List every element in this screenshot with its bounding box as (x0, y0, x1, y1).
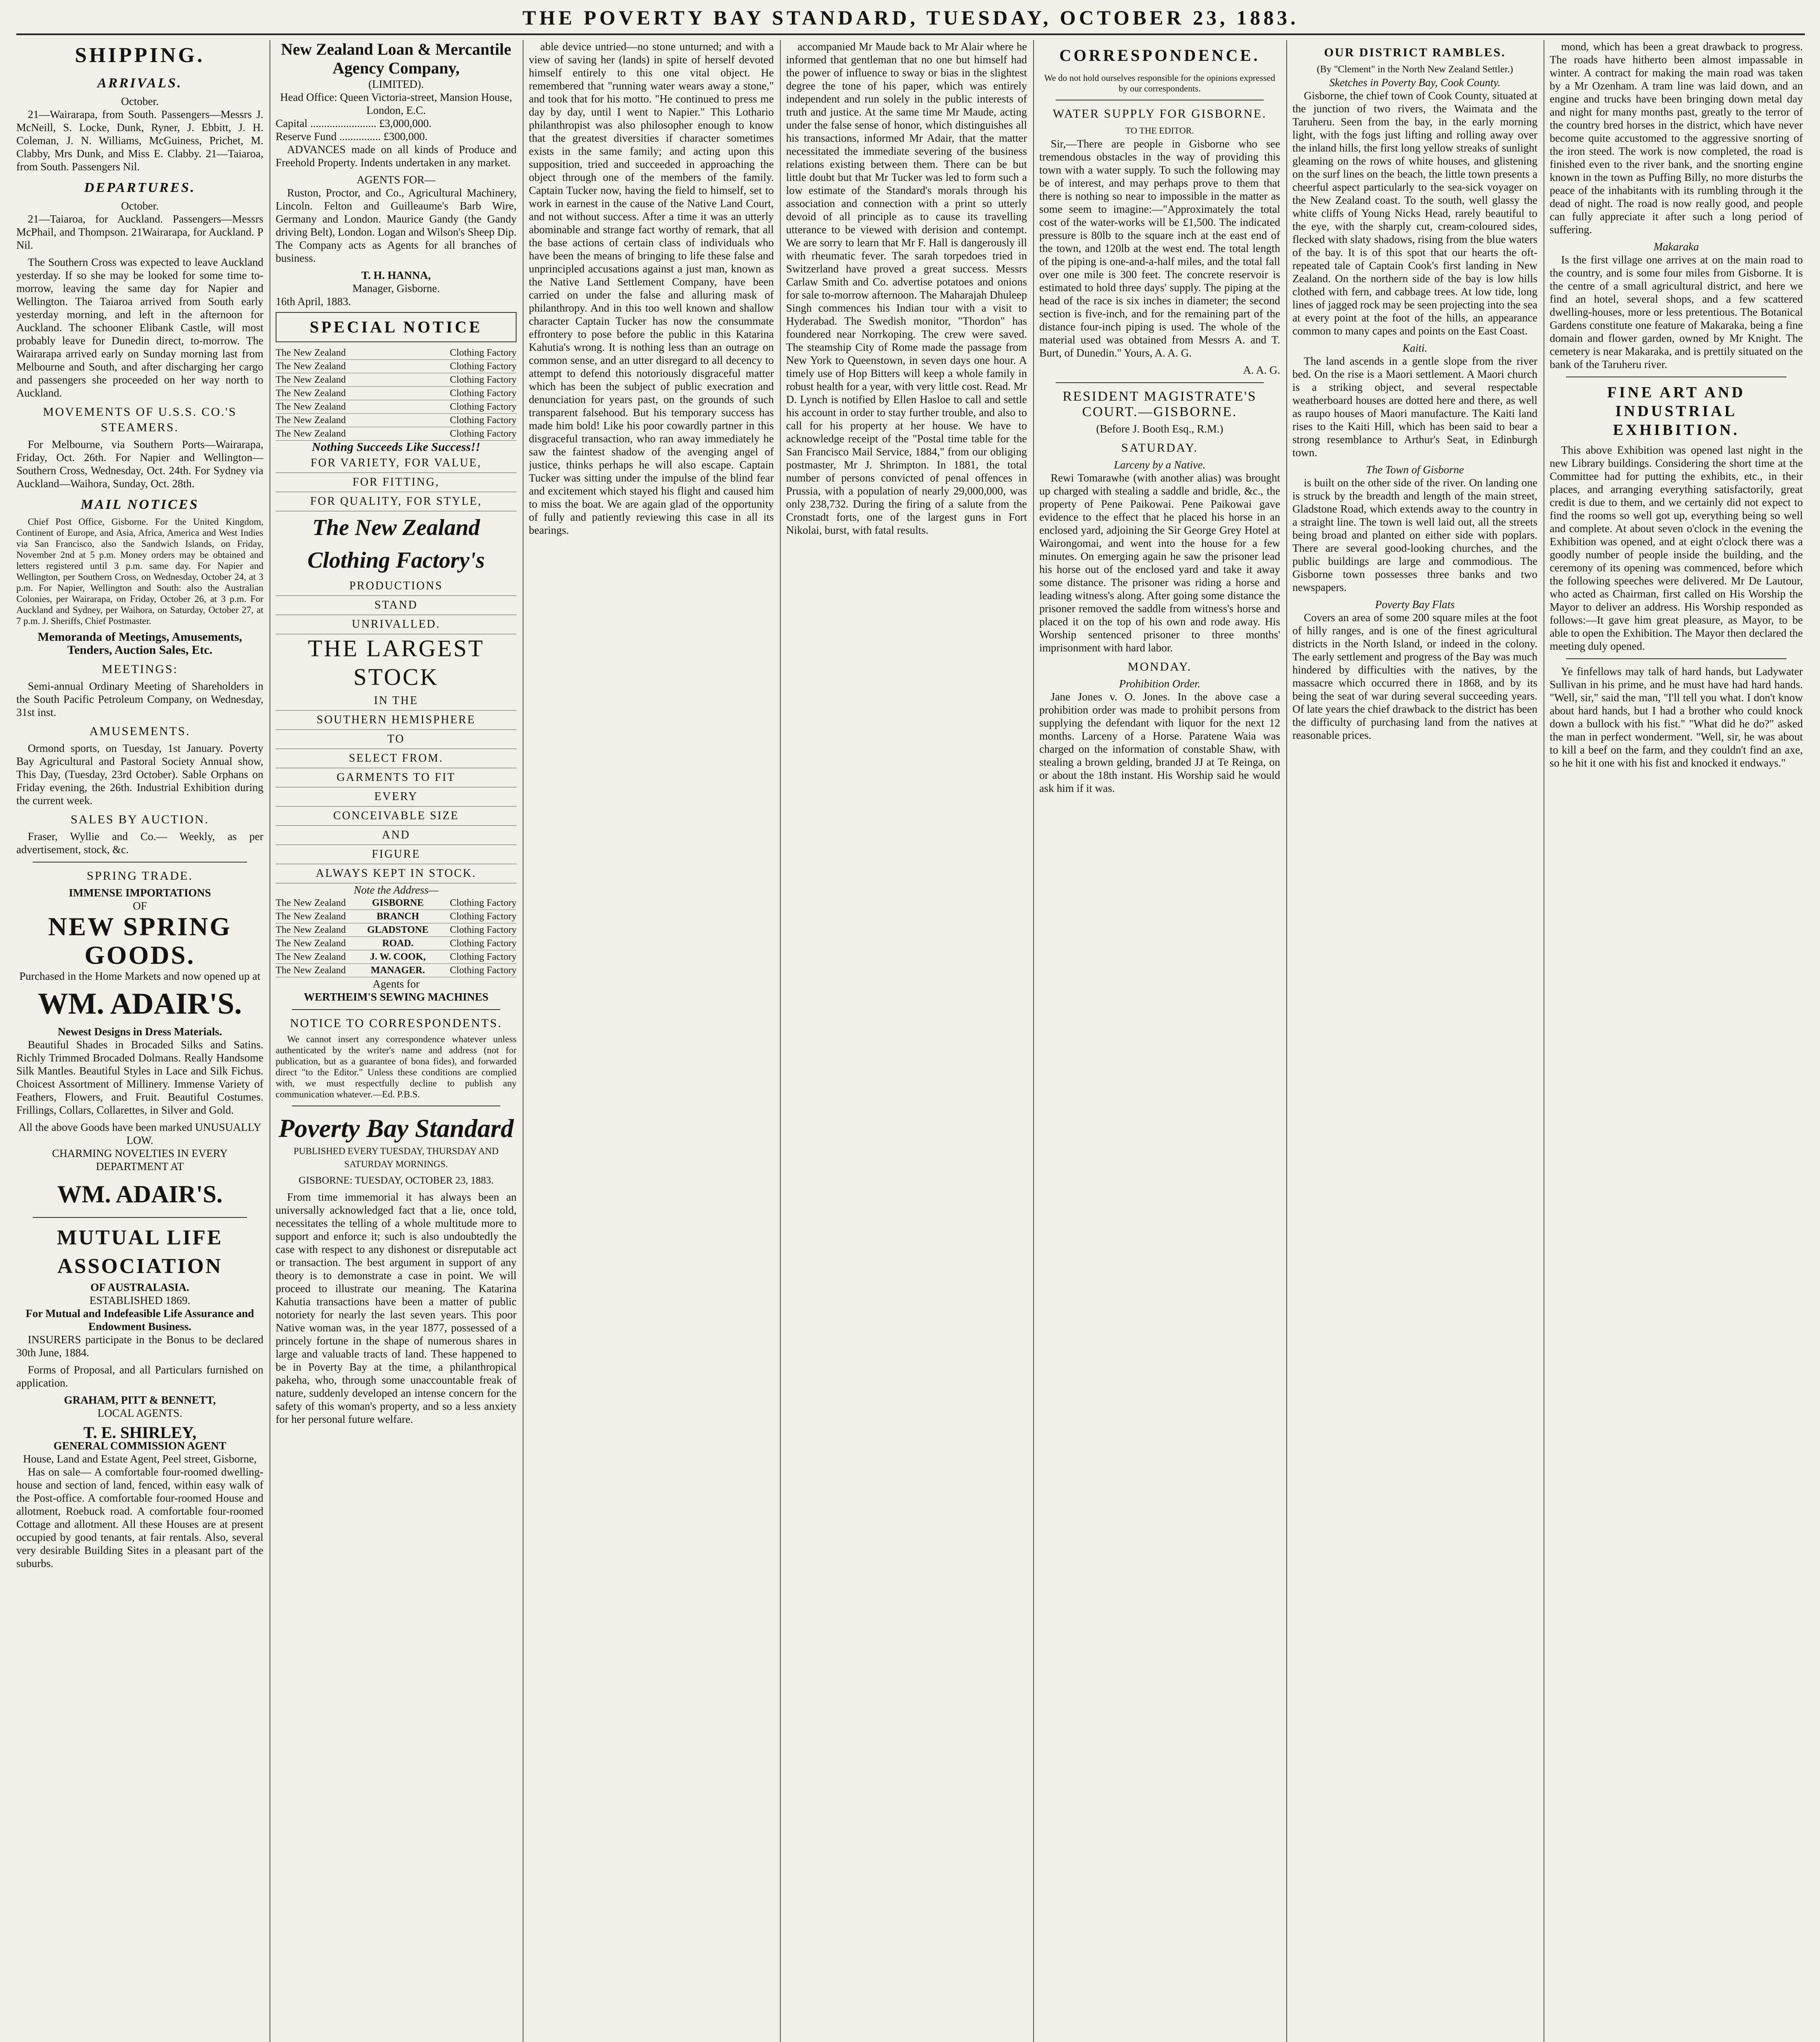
southern-line: SOUTHERN HEMISPHERE (276, 711, 517, 730)
column-7 (1550, 40, 1803, 2042)
clothing-row-right: Clothing Factory (450, 348, 517, 358)
clothing-row (276, 373, 517, 387)
address-row-left: The New Zealand (276, 938, 346, 949)
column-5 (1039, 40, 1280, 2042)
advances-text: ADVANCES made on all kinds of Produce and Freehold Property. Indents undertaken in any market. (276, 143, 517, 169)
rambles-text: Gisborne, the chief town of Cook County, situated at the junction of two rivers, the Waimata and the Taruheru. Seen from the bay, in the early morning light, with the fogs just lifting and rolling away over the inland hills, the first long yellow streaks of sunlight gleaming on the rows of white houses, and glistening on the surf lines on the beach, the little town presents a cheerful aspect particularly to the sea-sick voyager on the New Zealand coast. To the south, well glassy the white cliffs of Young Nicks Head, rarely beautiful to the eye, with the sharply cut, cream-coloured sides, flecked with slaty shadows, rising from the blue waters of the bay. It is of this spot that our hearts the oft-repeated tale of Captain Cook's first landing in New Zealand. On the northern side of the bay is low hills clothed with fern, and cabbage trees. At low tide, long lines of jagged rock may be seen projecting into the sea at every point at the foot of the hills, an appearance common to many capes and points on the East Coast. (1292, 89, 1537, 337)
address-row (276, 964, 517, 977)
address-row-right: Clothing Factory (450, 965, 517, 976)
column-3 (529, 40, 774, 2042)
sketches-heading: Sketches in Poverty Bay, Cook County. (1329, 76, 1501, 89)
arrivals-heading: ARRIVALS. (97, 76, 183, 91)
anecdote-text: Ye finfellows may talk of hard hands, but Ladywater Sullivan in his prime, and he must have had hard hands. "Well, sir," said the man, "I'll tell you what. I don't know about hard hands, but I had a brother who could knock down a bullock with his fist." "What did he do?" asked the man in perfect wonderment. "Well, sir, he was about to kill a beef on the farm, and they couldn't find an axe, so he hit it one with his fist and knocked it endways." (1550, 665, 1803, 769)
address-row-mid: BRANCH (376, 911, 419, 922)
sales-text: Fraser, Wyllie and Co.— Weekly, as per advertisement, stock, &c. (16, 830, 263, 856)
figure-line: FIGURE (276, 845, 517, 864)
address-row-right: Clothing Factory (450, 898, 517, 908)
arrivals-month: October. (121, 95, 159, 107)
leader-text: From time immemorial it has always been an universally acknowledged fact that a lie, once told, necessitates the telling of a whole multitude more to support and enforce it; such is also undoubtedly the case with respect to any dishonest or disreputable act or transaction. The best argument in support of any theory is to demonstrate a case in point. We will proceed to illustrate our meaning. The Katarina Kahutia transactions have been a matter of public notoriety for nearly the last seven years. This poor Native woman was, in the year 1877, possessed of a princely fortune in the shape of numerous shares in large and valuable tracts of land. These happened to be in Poverty Bay at the time, a philanthropical pakeha, who, through some unaccountable freak of nature, suddenly developed an intense concern for the safety of this woman's property, and so a less anxiety for her personal future welfare. (276, 1191, 517, 1425)
column-divider (1286, 40, 1287, 2042)
address-row-mid: MANAGER. (370, 965, 425, 976)
clothing-row (276, 346, 517, 360)
address-row-left: The New Zealand (276, 965, 346, 976)
clothing-row (276, 414, 517, 427)
agents-for-2: Agents for (372, 978, 420, 990)
published-line: PUBLISHED EVERY TUESDAY, THURSDAY AND SATURDAY MORNINGS. (293, 1146, 499, 1169)
makaraka-text: Is the first village one arrives at on the main road to the country, and is some four miles from Gisborne. It is the centre of a small agricultural district, and here we find an hotel, several shops, and a few scattered dwelling-houses, more or less pretentious. The Botanical Gardens constitute one feature of Makaraka, being a fine domain and flower garden, owned by Mr Knight. The cemetery is near Makaraka, and is prettily situated on the bank of the Taruheru river. (1550, 254, 1803, 370)
general-commission: GENERAL COMMISSION AGENT (53, 1440, 227, 1452)
column-1 (16, 40, 263, 2042)
kaiti-heading: Kaiti. (1402, 342, 1428, 354)
agents-text: Ruston, Proctor, and Co., Agricultural Machinery, Lincoln. Felton and Guilleaume's Barb Wire, Germany and London. Maurice Gandy (the Gandy driving Belt), London. Logan and Wilson's Sheep Dip. The Company acts as Agents for all branches of business. (276, 187, 517, 264)
shipping-heading: SHIPPING. (75, 44, 205, 67)
agents-for-heading: AGENTS FOR— (356, 174, 436, 186)
mail-heading: MAIL NOTICES (80, 497, 199, 512)
saturday-heading: SATURDAY. (1121, 441, 1198, 455)
water-supply-heading: WATER SUPPLY FOR GISBORNE. (1053, 107, 1267, 120)
masthead-title: THE POVERTY BAY STANDARD, TUESDAY, OCTOBER 23, 1883. (522, 6, 1299, 29)
address-row-left: The New Zealand (276, 898, 346, 908)
clothing-row-left: The New Zealand (276, 361, 346, 372)
ad-date: 16th April, 1883. (276, 295, 351, 308)
divider (33, 862, 247, 863)
importations-heading: IMMENSE IMPORTATIONS (69, 887, 211, 899)
clothing-row (276, 360, 517, 373)
quality-line: FOR QUALITY, FOR STYLE, (276, 492, 517, 511)
graham-agents: GRAHAM, PITT & BENNETT, (64, 1394, 216, 1406)
clothing-row-right: Clothing Factory (450, 428, 517, 439)
goods-list: Beautiful Shades in Brocaded Silks and Satins. Richly Trimmed Brocaded Dolmans. Really Handsome Silk Mantles. Beautiful Styles in Lace and Silk Fichus. Choicest Assortment of Millinery. Immense Variety of Feathers, Flowers, and Fruit. Beautiful Costumes. Frillings, Collars, Collarettes, in Silver and Gold. (16, 1039, 263, 1116)
before-line: (Before J. Booth Esq., R.M.) (1096, 423, 1223, 435)
australasia-heading: OF AUSTRALASIA. (90, 1281, 189, 1293)
flats-text: Covers an area of some 200 square miles at the foot of hilly ranges, and is one of the finest agricultural districts in the North Island, or indeed in the colony. The early settlement and progress of the Bay was much hindered by difficulties with the natives, by the massacre which occurred there in 1868, and by its being the seat of war during several succeeding years. Of late years the chief drawback to the district has been the difficulty of purchasing land from the natives at reasonable prices. (1292, 611, 1537, 741)
disclaimer: We do not hold ourselves responsible for the opinions expressed by our correspondents. (1044, 73, 1275, 94)
column-divider (523, 40, 524, 2042)
spring-trade-heading: SPRING TRADE. (87, 869, 193, 883)
purchased-text: Purchased in the Home Markets and now opened up at (19, 970, 261, 982)
monday-heading: MONDAY. (1127, 660, 1192, 673)
clothing-row-right: Clothing Factory (450, 375, 517, 385)
always-line: ALWAYS KEPT IN STOCK. (276, 864, 517, 883)
rambles-continued: mond, which has been a great drawback to progress. The roads have hitherto been almost impassable in winter. A contract for making the main road was taken by a Mr Ozenham. A tram line was laid down, and an engine and trucks have been bringing down metal day and night for many months past, greatly to the terror of the country bred horses in the district, which have never become quite accustomed to the aggressive snorting of the iron steed. The work is now completed, the road is finished even to the river bank, and the snorting engine known in the town as Puffing Billy, no more disturbs the peace of the inhabitants with its rumbling through it the dead of night. The road is now really good, and people can fully appreciate it after such a long period of suffering. (1550, 40, 1803, 236)
clothing-row-left: The New Zealand (276, 348, 346, 358)
shipping-notes: The Southern Cross was expected to leave Auckland yesterday. If so she may be looked for some time to-morrow, leaving the same day for Napier and Wellington. The Taiaroa arrived from South early yesterday morning, and left in the afternoon for Auckland. The schooner Elibank Castle, will most probably leave for Dunedin direct, to-morrow. The Wairarapa arrived early on Sunday morning last from Melbourne and South, and after discharging her cargo and passengers she proceeded on her way north to Auckland. (16, 256, 263, 399)
of-label: OF (133, 900, 147, 912)
masthead-rule (16, 33, 1805, 35)
adair-heading-2: WM. ADAIR'S. (57, 1181, 223, 1208)
divider (1056, 382, 1264, 383)
news-paragraphs: accompanied Mr Maude back to Mr Alair where he informed that gentleman that no one but himself had the power of influence to sway or bias in the slightest degree the tone of his paper, which was entirely independent and run solely in the public interests of truth and justice. At the same time Mr Maude, acting under the false sense of honor, which distinguishes all his transactions, informed Mr Adair, that the matter necessitated the immediate severing of the business relations existing between them. There can be but little doubt but that Mr Tucker was led to form such a low estimate of the Standard's morals through his association and connection with a print so utterly devoid of all principle as to cause its travelling utterance to be viewed with derision and contempt. We are sorry to learn that Mr F. Hall is dangerously ill with rheumatic fever. The sarah torpedoes tried in Switzerland have proved a great success. Messrs Carlaw Smith and Co. advertise potatoes and onions for sale to-morrow afternoon. The Maharajah Dhuleep Singh commences his Indian tour with a visit to Hyderabad. The Swedish monitor, "Thordon" has foundered near Norrkoping. The crew were saved. The steamship City of Rome made the passage from New York to Queenstown, in seven days one hour. A timely use of Hop Bitters will keep a whole family in robust health for a year, with very little cost. Read. Mr D. Lynch is notified by Ellen Hasloe to call and settle his account in order to stay further trouble, and also to call for his property at her house. We have to acknowledge receipt of the "Postal time table for the San Francisco Mail Service, 1884," from our obliging postmaster, Mr J. Shrimpton. In 1881, the total number of persons convicted of penal offences in Prussia, with a population of nearly 29,000,000, was only 238,732. During the firing of a salute from the Cronstadt forts, one of the largest guns in Fort Nikolai, burst, with fatal results. (786, 40, 1027, 536)
meetings-heading: MEETINGS: (102, 662, 178, 676)
column-4 (786, 40, 1027, 2042)
variety-line: FOR VARIETY, FOR VALUE, (276, 454, 517, 473)
address-row (276, 923, 517, 937)
has-on-sale: Has on sale— A comfortable four-roomed dwelling-house and section of land, fenced, within easy walk of the Post-office. A comfortable four-roomed House and allotment, Roebuck road. A comfortable four-roomed Cottage and allotment. All these Houses are at present occupied by good tenants, at fair rentals. Also, several very desirable Building Sites in a pleasant part of the suburbs. (16, 1466, 263, 1569)
nz-loan-heading: New Zealand Loan & Mercantile Agency Company, (281, 40, 511, 77)
flats-heading: Poverty Bay Flats (1375, 598, 1455, 611)
monday-text: Jane Jones v. O. Jones. In the above case a prohibition order was made to prohibit persons from supplying the defendant with liquor for the next 12 months. Larceny of a Horse. Paratene Waia was charged on the information of constable Shaw, with stealing a brown gelding, branded JJ at Te Reinga, on or about the 18th instant. His Worship said he would ask him if it was. (1039, 691, 1280, 794)
to-editor: TO THE EDITOR. (1125, 125, 1194, 136)
address-row-mid: GLADSTONE (367, 925, 429, 935)
adair-heading: WM. ADAIR'S. (38, 987, 242, 1021)
marked-low: All the above Goods have been marked UNUSUALLY LOW. (18, 1121, 261, 1146)
note-address: Note the Address— (354, 884, 439, 896)
divider (292, 1009, 500, 1010)
wertheim-label: WERTHEIM'S SEWING MACHINES (303, 991, 489, 1003)
capital-line: Capital ........................ £3,000,000. (276, 117, 432, 129)
mutual-for: For Mutual and Indefeasible Life Assurance and Endowment Business. (25, 1307, 254, 1333)
insurers-text: INSURERS participate in the Bonus to be declared 30th June, 1884. (16, 1333, 263, 1359)
clothing-row-right: Clothing Factory (450, 361, 517, 372)
leader-continued: able device untried—no stone unturned; and with a view of saving her (lands) in spite of herself devoted himself entirely to this one vital object. He remembered that "running water wears away a stone," and took that for his motto. "He continued to press me day by day, until I went to Napier." This Lothario philanthropist was also philosopher enough to know that the greatest diversities if character sometimes exists in the same family; and acting upon this supposition, tried and succeeded in approaching the object through one of the members of the family. Captain Tucker now, having the field to himself, set to work in earnest in the cause of the Native Land Court, and not without success. After a time it was an utterly abominable and strange fact worthy of remark, that all the base actions of certain class of individuals who have been the means of bringing to life these false and unprincipled accusations against a just man, known as the Native Land Settlement Company, have been carried on under the false and alluring mask of philanthropy. And in this too well known and shallow character Captain Tucker has now the consummate effrontery to pose before the public in this Katarina Kahutia's wrong. It is nothing less than an outrage on common sense, and an utter disregard to all decency to attempt to defend this notoriously disgraceful matter which has been the subject of public execration and denunciation for years past, on the grounds of such transparent falsehood. But his temporary success has made him bold! Like his poor cowardly partner in this disgraceful transaction, who ran away immediately he saw the faintest shadow of the avenging angel of justice, thinks perhaps he will also escape. Captain Tucker was sitting under the impulse of the blind fear and excitement which stayed his flight and caused him to miss the boat. We are again glad of the opportunity of fully and patiently reviewing this case in all its bearings. (529, 40, 774, 536)
column-divider (1033, 40, 1034, 2042)
prohibition-heading: Prohibition Order. (1119, 678, 1201, 690)
town-text: is built on the other side of the river. On landing one is struck by the breadth and length of the main street, Gladstone Road, which extends away to the country in a straight line. The town is well laid out, all the streets being broad and planted on either side with poplars. There are several good-looking churches, and the public buildings are large and commodious. The Gisborne town possesses three banks and two newspapers. (1292, 477, 1537, 593)
address-row-mid: GISBORNE (372, 898, 424, 908)
nz-big-heading: The New Zealand (312, 515, 480, 540)
clothing-row-left: The New Zealand (276, 375, 346, 385)
clothing-row-left: The New Zealand (276, 401, 346, 412)
address-row-right: Clothing Factory (450, 925, 517, 935)
resident-magistrate-heading: RESIDENT MAGISTRATE'S COURT.—GISBORNE. (1063, 389, 1257, 419)
column-6 (1292, 40, 1537, 2042)
productions-line: PRODUCTIONS (276, 577, 517, 596)
clothing-row (276, 400, 517, 414)
unrivalled-line: UNRIVALLED. (276, 615, 517, 634)
address-row-right: Clothing Factory (450, 952, 517, 962)
clothing-row (276, 427, 517, 441)
in-the-line: IN THE (276, 691, 517, 711)
established: ESTABLISHED 1869. (89, 1294, 190, 1306)
address-row-right: Clothing Factory (450, 911, 517, 922)
house-agent: House, Land and Estate Agent, Peel street, Gisborne, (23, 1453, 257, 1465)
divider (1566, 658, 1787, 659)
court-text: Rewi Tomarawhe (with another alias) was brought up charged with stealing a saddle and bridle, &c., the property of Pene Paikowai. Pene Paikowai gave evidence to the effect that he placed his horse in an enclosed yard, adjoining the Sir George Grey Hotel at Wairongomai, and went into the house for a few minutes. On emerging again he saw the prisoner lead his horse out of the enclosed yard and take it away some distance. The prisoner was riding a horse and leading witness's along. After going some distance the prisoner removed the saddle from witness's horse and placed it on the top of his own and rode away. His Worship sentenced prisoner to three months' imprisonment with hard labor. (1039, 472, 1280, 654)
address-row (276, 910, 517, 923)
amusements-text: Ormond sports, on Tuesday, 1st January. Poverty Bay Agricultural and Pastoral Society Annual show, This Day, (Tuesday, 23rd October). Sable Orphans on Friday evening, the 26th. Industrial Exhibition during the current week. (16, 742, 263, 807)
divider (33, 1217, 247, 1218)
conceivable-line: CONCEIVABLE SIZE (276, 807, 517, 826)
clothing-factory-list (276, 346, 517, 441)
address-row (276, 950, 517, 964)
garments-line: GARMENTS TO FIT (276, 768, 517, 787)
meetings-text: Semi-annual Ordinary Meeting of Shareholders in the South Pacific Petroleum Company, on Wednesday, 31st inst. (16, 680, 263, 718)
hanna-name: T. H. HANNA, (361, 269, 431, 281)
address-row (276, 896, 517, 910)
shirley-heading: T. E. SHIRLEY, (83, 1423, 196, 1442)
new-spring-goods-heading: NEW SPRING GOODS. (48, 912, 232, 970)
notice-corr-heading: NOTICE TO CORRESPONDENTS. (290, 1017, 502, 1030)
newest-designs: Newest Designs in Dress Materials. (58, 1025, 222, 1038)
clothing-factory-heading: Clothing Factory's (307, 548, 485, 573)
sales-heading: SALES BY AUCTION. (70, 813, 209, 826)
charming-novelties: CHARMING NOVELTIES IN EVERY DEPARTMENT AT (52, 1147, 228, 1173)
departures-heading: DEPARTURES. (84, 180, 196, 195)
special-notice-banner: SPECIAL NOTICE (276, 312, 517, 342)
paper-title: Poverty Bay Standard (278, 1114, 514, 1143)
makaraka-heading: Makaraka (1653, 241, 1699, 253)
column-divider (780, 40, 781, 2042)
nothing-succeeds: Nothing Succeeds Like Success!! (312, 440, 481, 454)
to-line: TO (276, 730, 517, 749)
dateline: GISBORNE: TUESDAY, OCTOBER 23, 1883. (299, 1175, 494, 1186)
correspondence-heading: CORRESPONDENCE. (1059, 46, 1260, 65)
largest-stock-heading: THE LARGEST STOCK (307, 635, 485, 690)
address-row-left: The New Zealand (276, 911, 346, 922)
forms-text: Forms of Proposal, and all Particulars furnished on application. (16, 1364, 263, 1389)
local-agents: LOCAL AGENTS. (97, 1407, 183, 1419)
larceny-heading: Larceny by a Native. (1114, 459, 1205, 471)
mutual-life-heading: MUTUAL LIFE ASSOCIATION (57, 1226, 223, 1278)
reserve-line: Reserve Fund ............... £300,000. (276, 130, 428, 143)
rambles-heading: OUR DISTRICT RAMBLES. (1324, 46, 1506, 59)
exhibition-text: This above Exhibition was opened last night in the new Library buildings. Considering the short time at the Committee had for putting the exhibits, etc., in their places, and arranging everything satisfactorily, great credit is due to them, and we certainly did not expect to find the rooms so well got up, everything being so well and complete. At about seven o'clock in the evening the Exhibition was opened, and at eight o'clock there was a goodly number of people inside the building, and the ceremony of its opening was commenced, before which the following speeches were delivered. Mr De Lautour, who acted as Chairman, first called on His Worship the Mayor to deliver an address. His Worship responded as follows:—It gave him great pleasure, as Mayor, to be able to open the Exhibition. The Mayor then declared the meeting duly opened. (1550, 444, 1803, 652)
departures-text: 21—Taiaroa, for Auckland. Passengers—Messrs McPhail, and Thompson. 21Wairarapa, for Auckland. P Nil. (16, 213, 263, 251)
movements-heading: MOVEMENTS OF U.S.S. CO.'S STEAMERS. (43, 405, 237, 434)
mail-text: Chief Post Office, Gisborne. For the United Kingdom, Continent of Europe, and Asia, Africa, America and West Indies via San Francisco, also the Sandwich Islands, on Friday, November 2nd at 5 p.m. Money orders may be obtained and letters registered until 3 p.m. same day. For Napier and Wellington, per Southern Cross, on Wednesday, October 24, at 3 p.m. For Napier, Wellington and South: also the Australian Colonies, per Wairarapa, on Friday, October 26, at 3 p.m. For Auckland and Sydney, per Waihora, on Saturday, October 27, at 7 p.m. J. Sheriffs, Chief Postmaster. (16, 517, 263, 626)
clothing-row-left: The New Zealand (276, 388, 346, 399)
notice-corr-text: We cannot insert any correspondence whatever unless authenticated by the writer's name and address (not for publication, but as a guarantee of bona fides), and forwarded direct "to the Editor." Unless these conditions are complied with, we must respectfully decline to publish any communication whatever.—Ed. P.B.S. (276, 1034, 517, 1099)
clothing-row-right: Clothing Factory (450, 388, 517, 399)
fitting-line: FOR FITTING, (276, 473, 517, 492)
address-row-mid: ROAD. (382, 938, 414, 949)
fine-art-heading: FINE ART AND INDUSTRIAL EXHIBITION. (1607, 384, 1746, 439)
column-2 (276, 40, 517, 2042)
clothing-row-right: Clothing Factory (450, 401, 517, 412)
arrivals-text: 21—Wairarapa, from South. Passengers—Messrs J. McNeill, S. Locke, Dunk, Ryner, J. Ebbitt, J. H. Coleman, J. N. Williams, McGuiness, Prichet, M. Clabby, Mrs Dunk, and Miss E. Clabby. 21—Taiaroa, from South. Passengers Nil. (16, 108, 263, 173)
clothing-row-right: Clothing Factory (450, 415, 517, 426)
address-row-right: Clothing Factory (450, 938, 517, 949)
letter-text: Sir,—There are people in Gisborne who see tremendous obstacles in the way of providing this town with a water supply. To such the following may be of interest, and may perhaps prove to them that there is nothing so near to impossible in the matter as some seem to imagine:—"Approximately the total cost of the water-works will be £1,500. The indicated pressure is 80lb to the square inch at the east end of the town, and 120lb at the west end. The total length of the piping is one-and-a-half miles, and the total fall over one mile is 300 feet. The concrete reservoir is estimated to hold three days' supply. The piping at the head of the race is six inches in diameter; the second section is five-inch, and for the remaining part of the distance four-inch piping is used. The whole of the material used was obtained from Messrs A. and T. Burt, of Dunedin." Yours, A. A. G. (1039, 138, 1280, 359)
clothing-row-left: The New Zealand (276, 415, 346, 426)
rambles-byline: (By "Clement" in the North New Zealand Settler.) (1317, 64, 1513, 75)
address-row-mid: J. W. COOK, (370, 952, 426, 962)
movements-text: For Melbourne, via Southern Ports—Wairarapa, Friday, Oct. 26th. For Napier and Wellington—Southern Cross, Wednesday, Oct. 24th. For Sydney via Auckland—Waihora, Sunday, Oct. 28th. (16, 438, 263, 490)
and-line: AND (276, 826, 517, 845)
address-row-left: The New Zealand (276, 925, 346, 935)
amusements-heading: AMUSEMENTS. (89, 725, 191, 738)
address-row-left: The New Zealand (276, 952, 346, 962)
kaiti-text: The land ascends in a gentle slope from the river bed. On the rise is a Maori settlement. A Maori church is a striking object, and several respectable weatherboard houses are dotted here and there, as well as raupo houses of Maori manufacture. The Kaiti land rises to the Kaiti Hill, which has been said to bear a strong resemblance to Arthur's Seat, in Edinburgh town. (1292, 355, 1537, 459)
memoranda-heading: Memoranda of Meetings, Amusements, Tenders, Auction Sales, Etc. (38, 630, 242, 657)
head-office: Head Office: Queen Victoria-street, Mansion House, London, E.C. (280, 91, 512, 116)
select-line: SELECT FROM. (276, 749, 517, 768)
address-row (276, 937, 517, 950)
town-heading: The Town of Gisborne (1366, 464, 1464, 476)
limited-label: (LIMITED). (368, 78, 424, 90)
clothing-row (276, 387, 517, 400)
clothing-row-left: The New Zealand (276, 428, 346, 439)
departures-month: October. (121, 200, 159, 212)
manager-label: Manager, Gisborne. (352, 282, 440, 294)
letter-signature: A. A. G. (1243, 364, 1280, 376)
stand-line: STAND (276, 596, 517, 615)
every-line: EVERY (276, 787, 517, 807)
address-list (276, 896, 517, 977)
